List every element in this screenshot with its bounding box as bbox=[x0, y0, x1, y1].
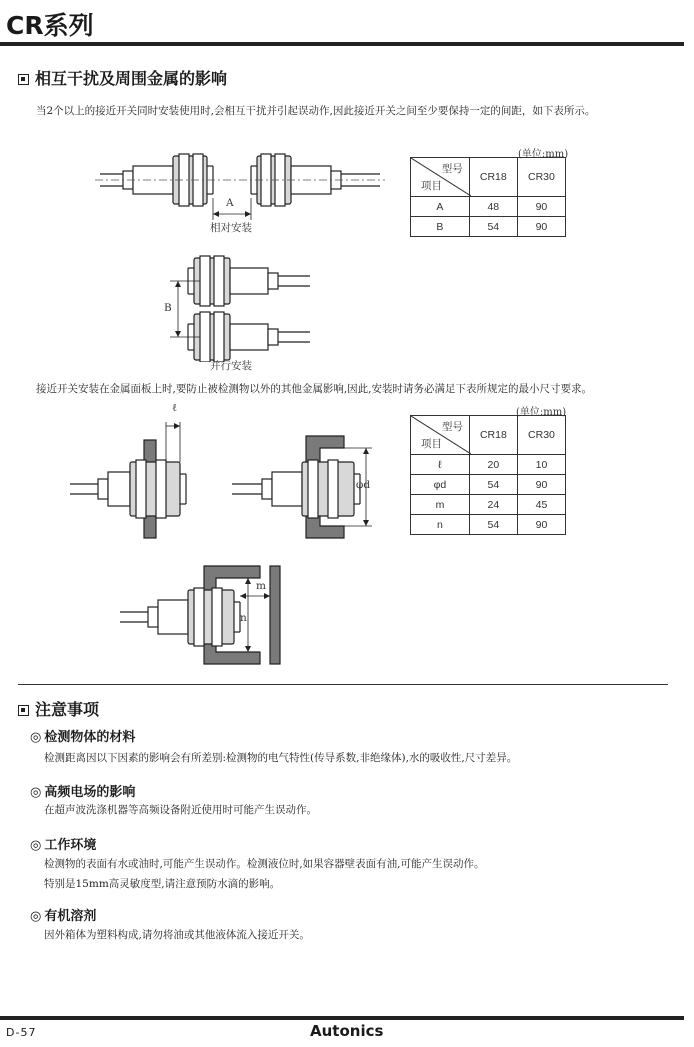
table-row bbox=[411, 475, 566, 495]
series-title: CR系列 bbox=[6, 11, 94, 40]
note-title: 工作环境 bbox=[44, 838, 97, 853]
table1-row-item: A bbox=[411, 197, 470, 217]
table1-unit: (单位:mm) bbox=[518, 149, 569, 160]
note-heading bbox=[30, 905, 96, 924]
label-n: n bbox=[240, 612, 247, 624]
section2-heading bbox=[18, 697, 99, 720]
double-circle-icon: ◎ bbox=[30, 730, 42, 745]
table2-col-header: CR30 bbox=[517, 416, 565, 455]
panel-mount-diagram bbox=[70, 412, 200, 542]
note-heading bbox=[30, 834, 96, 853]
table2-col-header: CR18 bbox=[469, 416, 517, 455]
square-bullet-icon bbox=[18, 705, 29, 716]
section-divider bbox=[18, 684, 668, 685]
bottom-rule bbox=[0, 1016, 684, 1020]
table-row bbox=[411, 217, 566, 237]
table2-header-item: 项目 bbox=[421, 438, 442, 450]
label-a: A bbox=[226, 197, 234, 209]
table2-row-item: m bbox=[411, 495, 470, 515]
note-title: 有机溶剂 bbox=[44, 909, 97, 924]
caption-parallel: 并行安装 bbox=[210, 360, 252, 372]
table2-row-item: φd bbox=[411, 475, 470, 495]
note-heading bbox=[30, 781, 135, 800]
table2-cell: 54 bbox=[469, 515, 517, 535]
table1-header-item: 项目 bbox=[421, 180, 442, 192]
table2-row-item: n bbox=[411, 515, 470, 535]
table1-col-header: CR30 bbox=[517, 158, 565, 197]
table1-header-model: 型号 bbox=[441, 163, 463, 175]
label-m: m bbox=[256, 580, 266, 592]
section2-title: 注意事项 bbox=[35, 700, 100, 719]
table1-diag-cell bbox=[411, 158, 470, 197]
note-title: 高频电场的影响 bbox=[44, 785, 136, 800]
caption-opposite: 相对安装 bbox=[210, 222, 252, 234]
table2-cell: 45 bbox=[517, 495, 565, 515]
table2-cell: 90 bbox=[517, 475, 565, 495]
table2-cell: 24 bbox=[469, 495, 517, 515]
double-circle-icon: ◎ bbox=[30, 838, 42, 853]
table1-cell: 54 bbox=[469, 217, 517, 237]
metal-text: 接近开关安装在金属面板上时,要防止被检测物以外的其他金属影响,因此,安装时请务必满足下表所规定的最小尺寸要求。 bbox=[36, 383, 593, 395]
page-number: D-57 bbox=[6, 1026, 37, 1039]
double-circle-icon: ◎ bbox=[30, 785, 42, 800]
label-b: B bbox=[164, 302, 172, 314]
table1-col-header: CR18 bbox=[469, 158, 517, 197]
table2-header-model: 型号 bbox=[441, 421, 463, 433]
table-row bbox=[411, 515, 566, 535]
table1 bbox=[410, 157, 566, 237]
label-d: φd bbox=[356, 479, 371, 491]
table1-cell: 48 bbox=[469, 197, 517, 217]
top-rule bbox=[0, 42, 684, 46]
table2-cell: 20 bbox=[469, 455, 517, 475]
table-row bbox=[411, 495, 566, 515]
table2-unit: (单位:mm) bbox=[516, 407, 567, 418]
note-heading bbox=[30, 726, 135, 745]
note-line: 在超声波洗涤机器等高频设备附近使用时可能产生误动作。 bbox=[44, 804, 317, 816]
brand-logo: Autonics bbox=[310, 1022, 384, 1040]
table-row bbox=[411, 197, 566, 217]
note-line: 检测距离因以下因素的影响会有所差别:检测物的电气特性(传导系数,非绝缘体),水的吸收性,尺寸差异。 bbox=[44, 752, 518, 764]
table1-cell: 90 bbox=[517, 217, 565, 237]
note-line: 检测物的表面有水或油时,可能产生误动作。检测液位时,如果容器壁表面有油,可能产生误动作。 bbox=[44, 858, 485, 870]
table2-cell: 90 bbox=[517, 515, 565, 535]
note-line: 因外箱体为塑料构成,请勿将油或其他液体流入接近开关。 bbox=[44, 929, 310, 941]
table1-cell: 90 bbox=[517, 197, 565, 217]
section1-heading bbox=[18, 66, 227, 89]
section1-title: 相互干扰及周围金属的影响 bbox=[35, 69, 228, 88]
box-mount-diagram bbox=[120, 562, 300, 672]
double-circle-icon: ◎ bbox=[30, 909, 42, 924]
table-row bbox=[411, 455, 566, 475]
table2-cell: 10 bbox=[517, 455, 565, 475]
parallel-install-diagram bbox=[160, 252, 310, 362]
note-title: 检测物体的材料 bbox=[44, 730, 136, 745]
table2-diag-cell bbox=[411, 416, 470, 455]
label-l: ℓ bbox=[172, 402, 178, 414]
table2-cell: 54 bbox=[469, 475, 517, 495]
square-bullet-icon bbox=[18, 74, 29, 85]
table2 bbox=[410, 415, 566, 535]
table2-row-item: ℓ bbox=[411, 455, 470, 475]
note-line: 特别是15mm高灵敏度型,请注意预防水滴的影响。 bbox=[44, 878, 281, 890]
table1-row-item: B bbox=[411, 217, 470, 237]
section1-intro: 当2个以上的接近开关同时安装使用时,会相互干扰并引起误动作,因此接近开关之间至少要保持一定的间距，如下表所示。 bbox=[36, 105, 596, 117]
